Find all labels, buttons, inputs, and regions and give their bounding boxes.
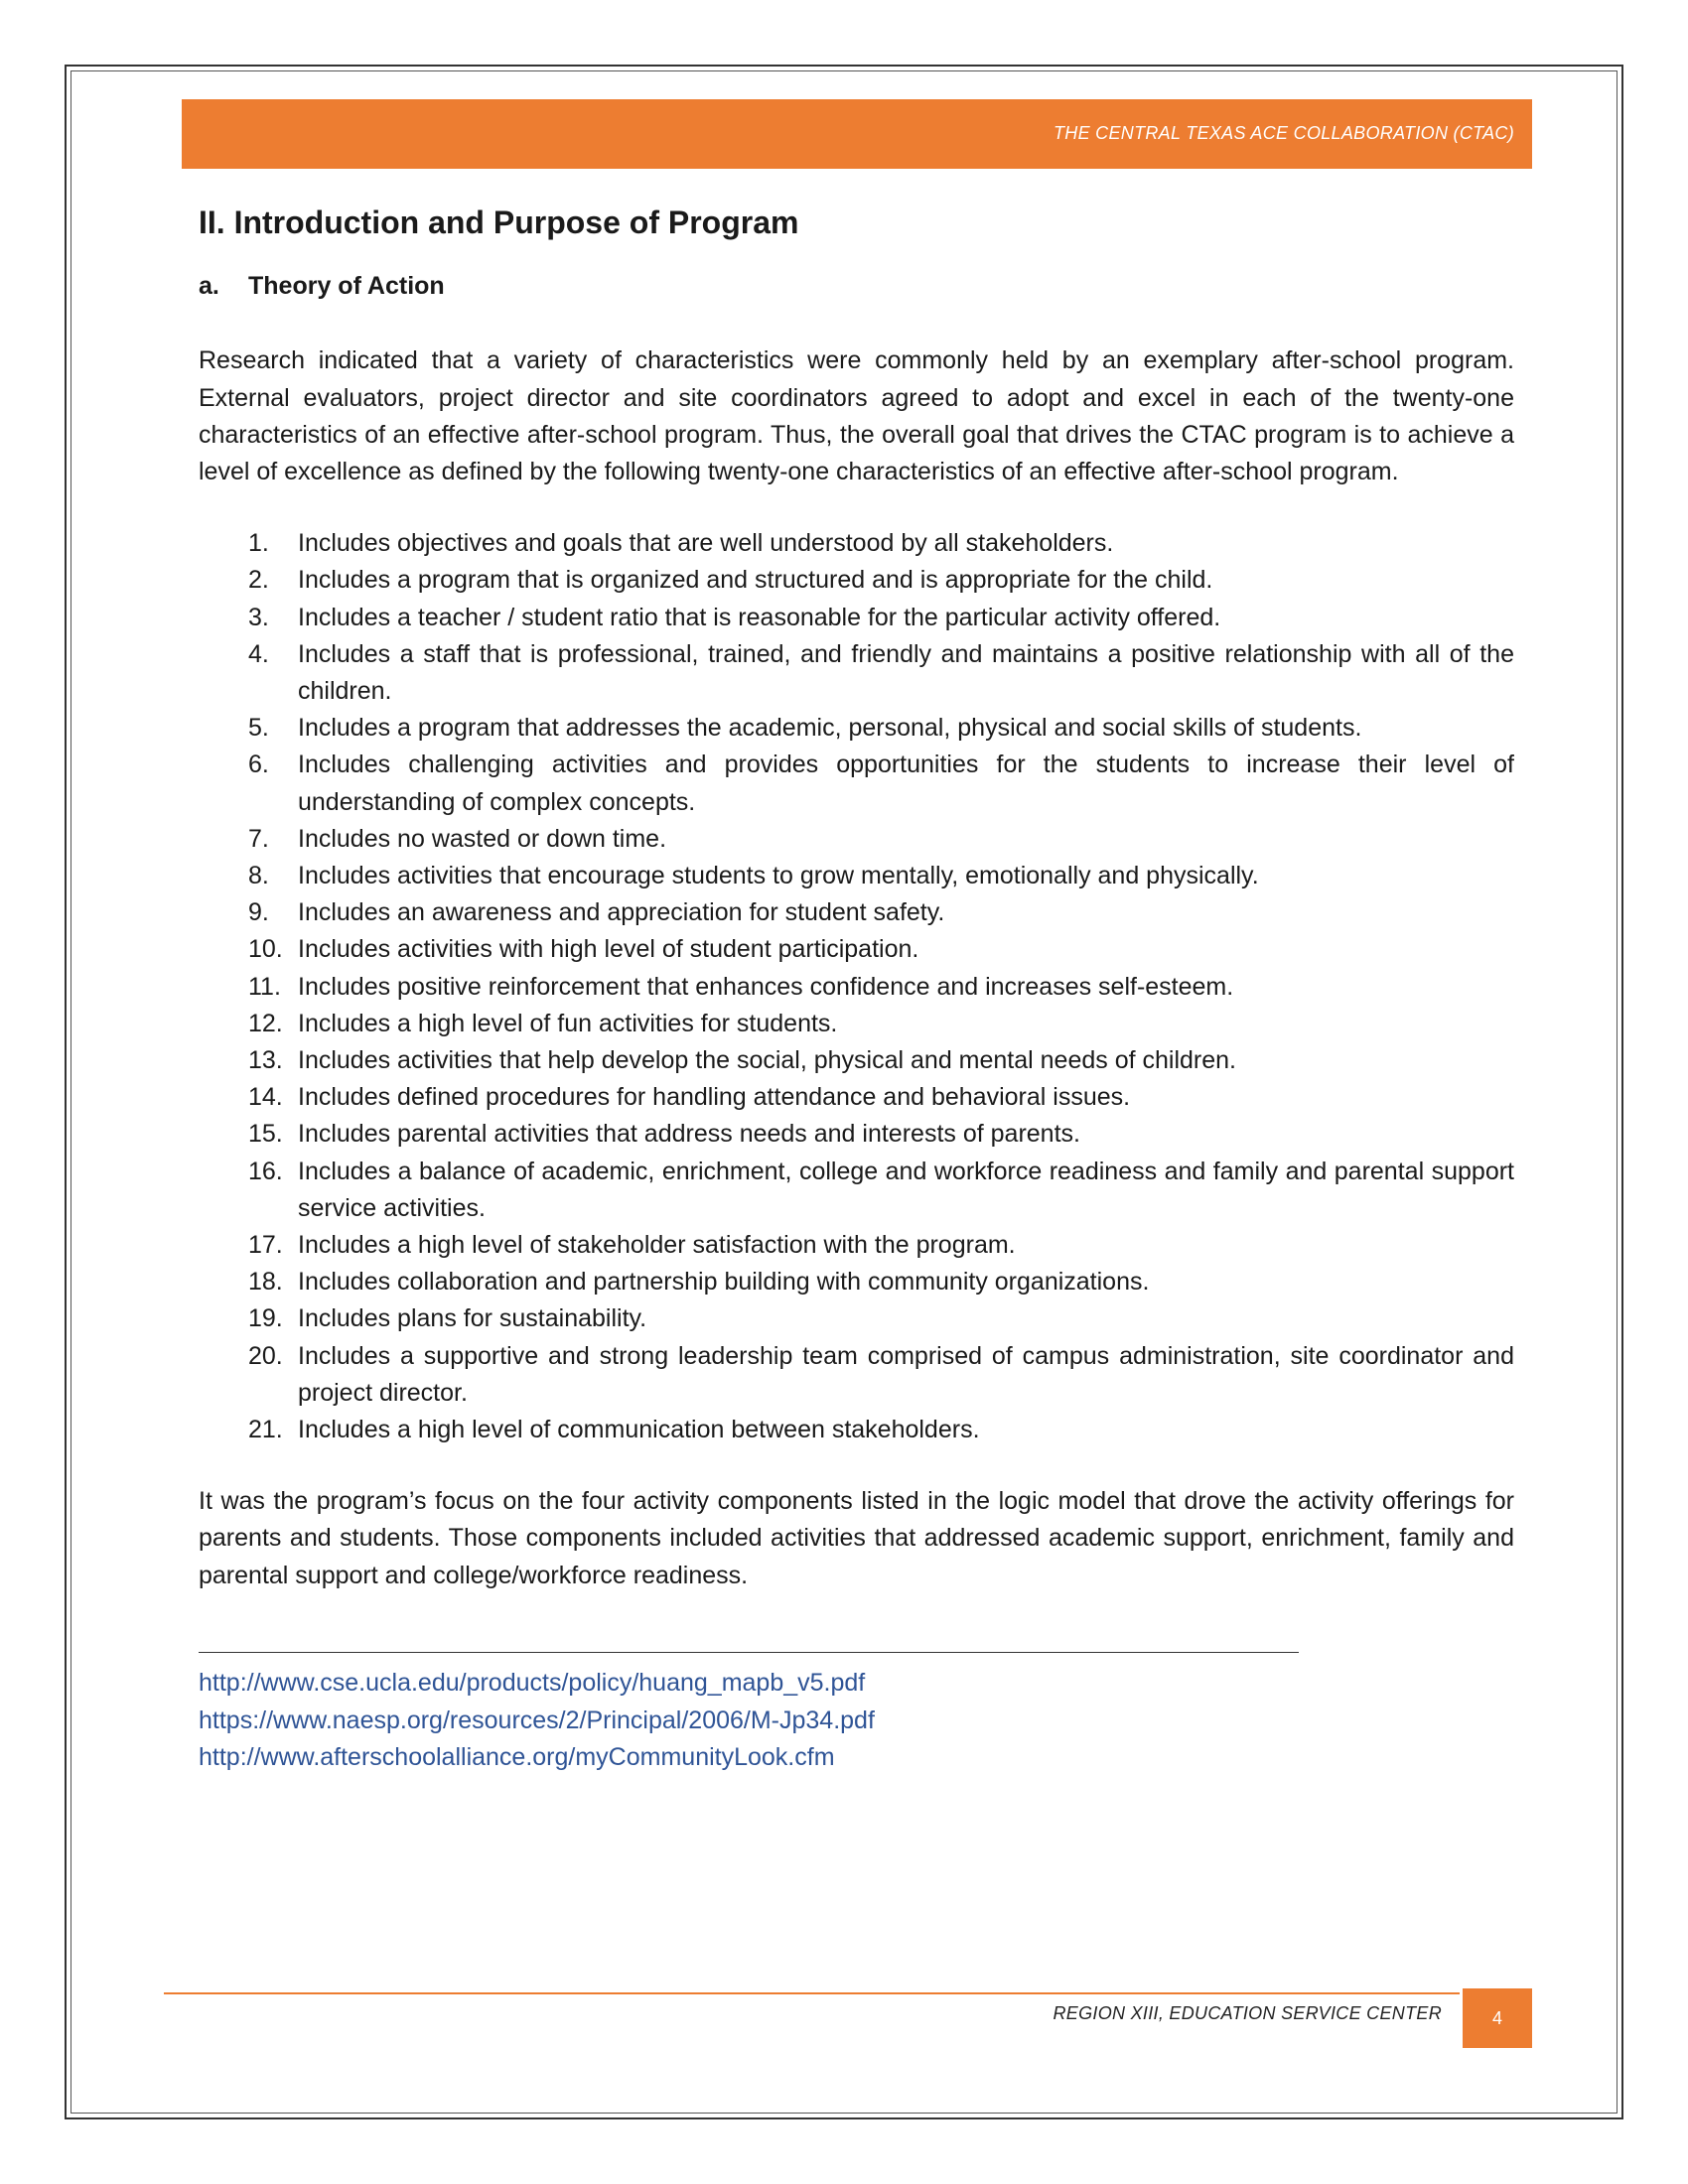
list-item-number: 11. — [248, 972, 281, 1001]
list-item-number: 3. — [248, 603, 269, 631]
list-item-number: 10. — [248, 935, 283, 964]
closing-paragraph: It was the program’s focus on the four activity components listed in the logic model that drove the activity offerings for parents and students. Those components included activities that addressed academic support, enrichment, family and parental support and college/workforce readiness. — [199, 1487, 1514, 1589]
list-item-text: Includes no wasted or down time. — [298, 824, 667, 853]
list-item-number: 12. — [248, 1009, 283, 1037]
list-item — [199, 969, 1514, 1006]
footer-rule — [164, 1992, 1460, 1994]
list-item-number: 2. — [248, 566, 269, 595]
list-item — [199, 894, 1514, 931]
list-item — [199, 1154, 1514, 1227]
header-band — [182, 99, 1532, 169]
list-item — [199, 1412, 1514, 1448]
list-item-text: Includes parental activities that address needs and interests of parents. — [298, 1120, 1080, 1149]
reference-link[interactable]: http://www.cse.ucla.edu/products/policy/huang_mapb_v5.pdf — [199, 1669, 866, 1698]
reference-links — [199, 1665, 1514, 1777]
list-item — [199, 931, 1514, 968]
list-item-text: Includes collaboration and partnership building with community organizations. — [298, 1268, 1150, 1297]
list-item — [199, 747, 1514, 820]
list-item-number: 21. — [248, 1416, 283, 1444]
list-item-text: Includes activities with high level of student participation. — [298, 935, 919, 964]
page-number: 4 — [1491, 2007, 1502, 2028]
list-item — [199, 1300, 1514, 1337]
list-item-number: 1. — [248, 529, 269, 558]
list-item — [199, 1079, 1514, 1116]
header-title: THE CENTRAL TEXAS ACE COLLABORATION (CTAC) — [1053, 123, 1514, 143]
intro-paragraph: Research indicated that a variety of characteristics were commonly held by an exemplary after-school program. External evaluators, project director and site coordinators agreed to adopt and excel in each of the twenty-one characteristics of an effective after-school program. Thus, the overall goal that drives the CTAC program is to achieve a level of excellence as defined by the following twenty-one characteristics of an effective after-school program. — [199, 346, 1514, 485]
list-item-number: 14. — [248, 1083, 283, 1112]
list-item — [199, 821, 1514, 858]
list-item — [199, 525, 1514, 562]
list-item-text: Includes a high level of fun activities for students. — [298, 1009, 838, 1037]
list-item-text: Includes a teacher / student ratio that is reasonable for the particular activity offered. — [298, 603, 1221, 631]
list-item — [199, 710, 1514, 747]
subsection-letter: a. — [199, 272, 219, 301]
list-item-number: 16. — [248, 1157, 283, 1185]
list-item-text: Includes defined procedures for handling attendance and behavioral issues. — [298, 1083, 1131, 1112]
list-item-number: 4. — [248, 639, 269, 668]
page-number-box — [1463, 1988, 1532, 2048]
list-item — [199, 1042, 1514, 1079]
list-item — [199, 600, 1514, 636]
list-item-number: 20. — [248, 1341, 283, 1370]
list-item-text: Includes a supportive and strong leadership team comprised of campus administration, site coordinator and project director. — [298, 1341, 1514, 1407]
subsection-title: Theory of Action — [248, 272, 445, 301]
list-item-number: 15. — [248, 1120, 283, 1149]
reference-link[interactable]: http://www.afterschoolalliance.org/myCommunityLook.cfm — [199, 1743, 835, 1772]
list-item-text: Includes a high level of communication between stakeholders. — [298, 1416, 980, 1444]
list-item — [199, 1338, 1514, 1412]
list-item — [199, 1116, 1514, 1153]
list-item-number: 17. — [248, 1231, 283, 1260]
list-item-text: Includes activities that encourage students to grow mentally, emotionally and physically. — [298, 862, 1259, 890]
list-item-number: 18. — [248, 1268, 283, 1297]
footer-organization: REGION XIII, EDUCATION SERVICE CENTER — [1053, 2003, 1442, 2023]
list-item-number: 6. — [248, 751, 269, 779]
footnote-separator — [199, 1652, 1299, 1654]
list-item-text: Includes positive reinforcement that enhances confidence and increases self-esteem. — [298, 972, 1234, 1001]
reference-link[interactable]: https://www.naesp.org/resources/2/Principal/2006/M-Jp34.pdf — [199, 1706, 875, 1734]
list-item-text: Includes activities that help develop the social, physical and mental needs of children. — [298, 1046, 1237, 1075]
list-item — [199, 858, 1514, 894]
list-item — [199, 1227, 1514, 1264]
list-item — [199, 1006, 1514, 1042]
list-item-text: Includes a balance of academic, enrichment, college and workforce readiness and family and parental support service activities. — [298, 1157, 1514, 1222]
list-item-number: 19. — [248, 1304, 283, 1333]
list-item — [199, 562, 1514, 599]
list-item-number: 7. — [248, 824, 269, 853]
characteristics-list — [199, 525, 1514, 1448]
main-content — [199, 204, 1514, 1777]
list-item-number: 8. — [248, 862, 269, 890]
list-item-text: Includes a staff that is professional, trained, and friendly and maintains a positive relationship with all of the children. — [298, 639, 1514, 706]
list-item-number: 5. — [248, 714, 269, 743]
subsection-heading — [199, 271, 1514, 301]
list-item-text: Includes a program that addresses the academic, personal, physical and social skills of students. — [298, 714, 1362, 743]
list-item-text: Includes plans for sustainability. — [298, 1304, 647, 1333]
list-item — [199, 636, 1514, 710]
list-item-number: 13. — [248, 1046, 283, 1075]
list-item-text: Includes a program that is organized and structured and is appropriate for the child. — [298, 566, 1213, 595]
list-item-text: Includes an awareness and appreciation for student safety. — [298, 898, 945, 927]
list-item-text: Includes challenging activities and provides opportunities for the students to increase their level of understanding of complex concepts. — [298, 751, 1514, 816]
list-item-number: 9. — [248, 898, 269, 927]
section-title: II. Introduction and Purpose of Program — [199, 205, 799, 240]
list-item — [199, 1264, 1514, 1300]
list-item-text: Includes a high level of stakeholder satisfaction with the program. — [298, 1231, 1016, 1260]
list-item-text: Includes objectives and goals that are well understood by all stakeholders. — [298, 529, 1114, 558]
